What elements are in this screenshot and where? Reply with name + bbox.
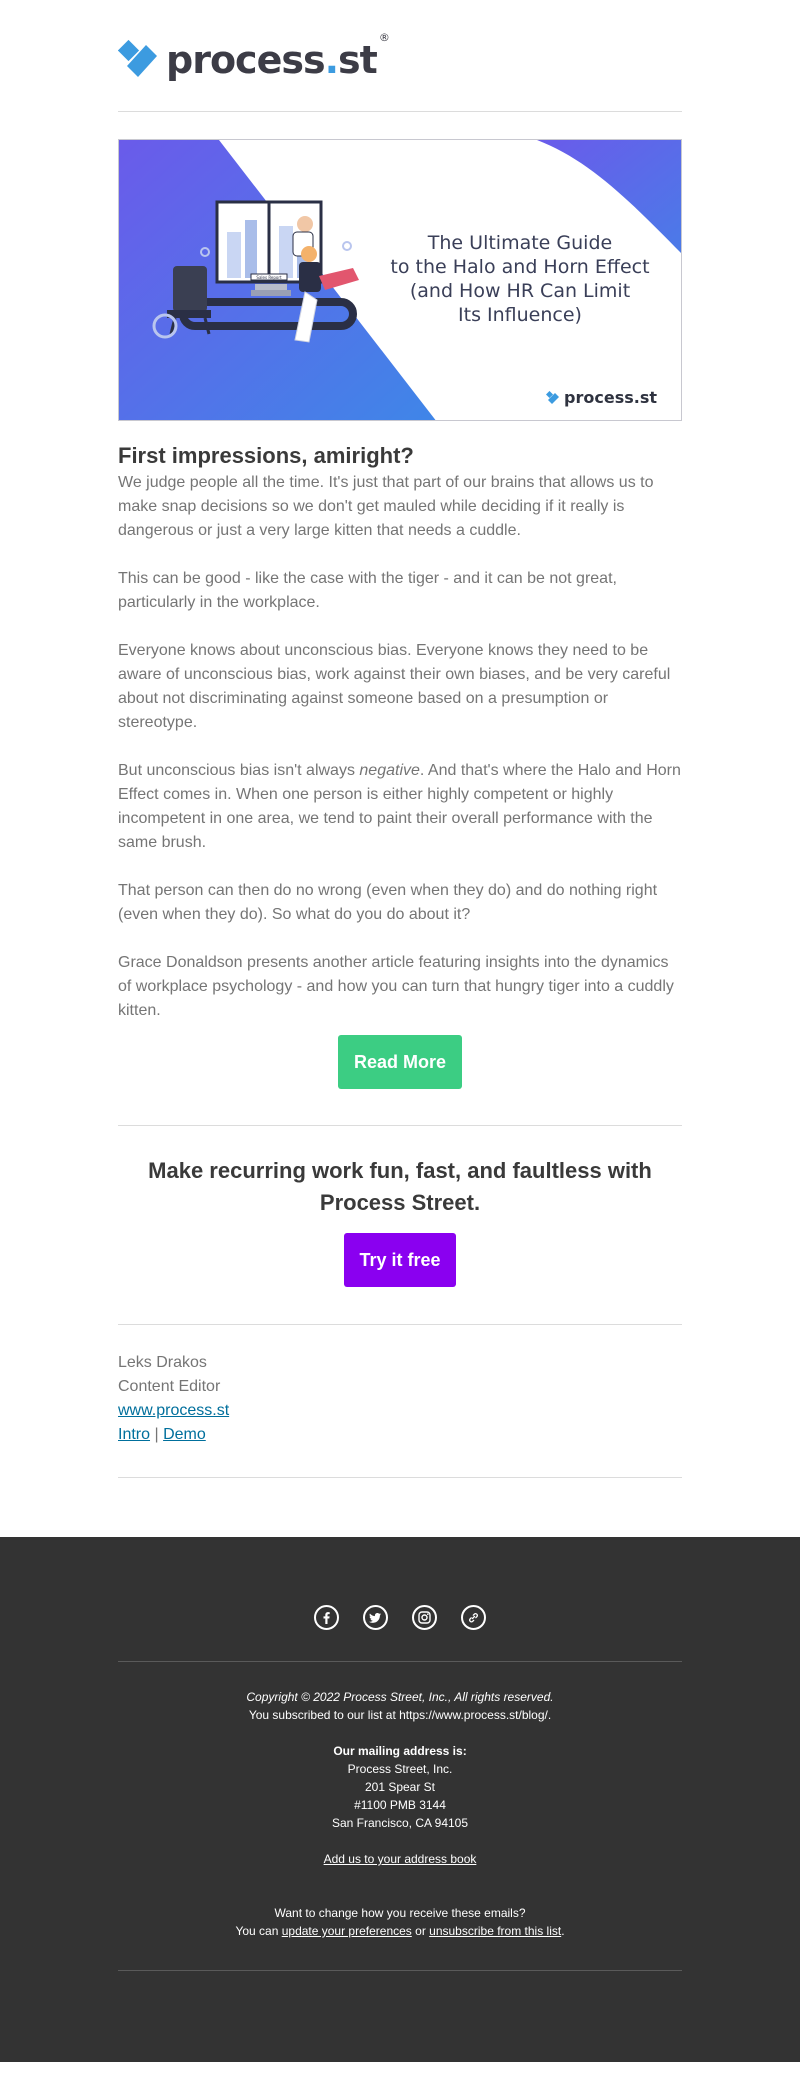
twitter-icon[interactable] xyxy=(363,1605,388,1630)
subscription-note: You subscribed to our list at https://www.process.st/blog/. xyxy=(248,1708,552,1722)
header xyxy=(118,0,682,112)
read-more-button[interactable]: Read More xyxy=(338,1035,462,1089)
section-divider xyxy=(118,1324,682,1325)
signature-name: Leks Drakos xyxy=(118,1354,207,1371)
copyright: Copyright © 2022 Process Street, Inc., All rights reserved. xyxy=(246,1690,554,1704)
article-paragraph: We judge people all the time. It's just that part of our brains that allows us to make snap decisions so we don't get mauled while deciding if it really is dangerous or just a very large kitten that needs a cuddle. xyxy=(118,474,654,539)
article-paragraph: Grace Donaldson presents another article featuring insights into the dynamics of workplace psychology - and how you can turn that hungry tiger into a cuddly kitten. xyxy=(118,954,674,1019)
article-body xyxy=(118,471,682,1023)
sales-report-label: Sales Report xyxy=(256,275,282,280)
section-divider xyxy=(118,1477,682,1478)
footer-divider xyxy=(118,1970,682,1971)
hero-title: The Ultimate Guide to the Halo and Horn Effect (and How HR Can Limit Its Influence) xyxy=(390,232,650,326)
address-line: 201 Spear St xyxy=(364,1780,436,1794)
footer-divider xyxy=(118,1661,682,1662)
address-line: Process Street, Inc. xyxy=(347,1762,453,1776)
website-link-icon[interactable] xyxy=(461,1605,486,1630)
mailing-label: Our mailing address is: xyxy=(333,1744,467,1758)
try-it-free-button[interactable]: Try it free xyxy=(344,1233,456,1287)
unsubscribe-link[interactable]: unsubscribe from this list xyxy=(429,1924,562,1938)
article-paragraph: This can be good - like the case with the tiger - and it can be not great, particularly in the workplace. xyxy=(118,570,617,611)
article-headline: First impressions, amiright? xyxy=(118,443,414,468)
process-street-small-icon xyxy=(546,391,560,405)
instagram-icon[interactable] xyxy=(412,1605,437,1630)
article-paragraph: Everyone knows about unconscious bias. Everyone knows they need to be aware of unconscious bias, work against their own biases, and be very careful about not discriminating against someone based on a presumption or stereotype. xyxy=(118,642,671,731)
footer xyxy=(0,1537,800,2062)
section-divider xyxy=(118,1125,682,1126)
hero-small-logo: process.st xyxy=(546,388,657,407)
demo-link[interactable]: Demo xyxy=(163,1426,206,1443)
signature xyxy=(118,1351,682,1447)
address-line: San Francisco, CA 94105 xyxy=(331,1816,469,1830)
link-separator: | xyxy=(154,1426,159,1443)
intro-link[interactable]: Intro xyxy=(118,1426,151,1443)
cta-title: Make recurring work fun, fast, and faultless with Process Street. xyxy=(148,1158,652,1215)
logo-wordmark: process.st® xyxy=(166,30,389,82)
social-links xyxy=(0,1605,800,1630)
signature-role: Content Editor xyxy=(118,1378,221,1395)
address-line: #1100 PMB 3144 xyxy=(354,1798,446,1812)
article-paragraph: That person can then do no wrong (even when they do) and do nothing right (even when they do). So what do you do about it? xyxy=(118,882,658,923)
article-paragraph: But unconscious bias isn't always negative. And that's where the Halo and Horn Effect comes in. When one person is either highly competent or highly incompetent in one area, we tend to paint their overall performance with the same brush. xyxy=(118,762,681,851)
hero-banner[interactable] xyxy=(118,139,682,421)
facebook-icon[interactable] xyxy=(314,1605,339,1630)
update-preferences-link[interactable]: update your preferences xyxy=(281,1924,412,1938)
process-street-logo-icon xyxy=(118,39,160,81)
add-to-address-book-link[interactable]: Add us to your address book xyxy=(323,1852,477,1866)
process-street-logo[interactable] xyxy=(118,30,389,82)
change-prompt: Want to change how you receive these emails? xyxy=(274,1906,526,1920)
footer-text: Copyright © 2022 Process Street, Inc., All rights reserved. You subscribed to our list at https://www.process.st/blog/. Our mailing address is: Process Street, Inc. 201 Spear St #1100 PMB 3144 San Francisco, CA 94105 Add us to your address book Want to change how you receive these emails? You can update your preferences or unsubscribe from this list. xyxy=(118,1688,682,1940)
website-link[interactable]: www.process.st xyxy=(118,1402,230,1419)
